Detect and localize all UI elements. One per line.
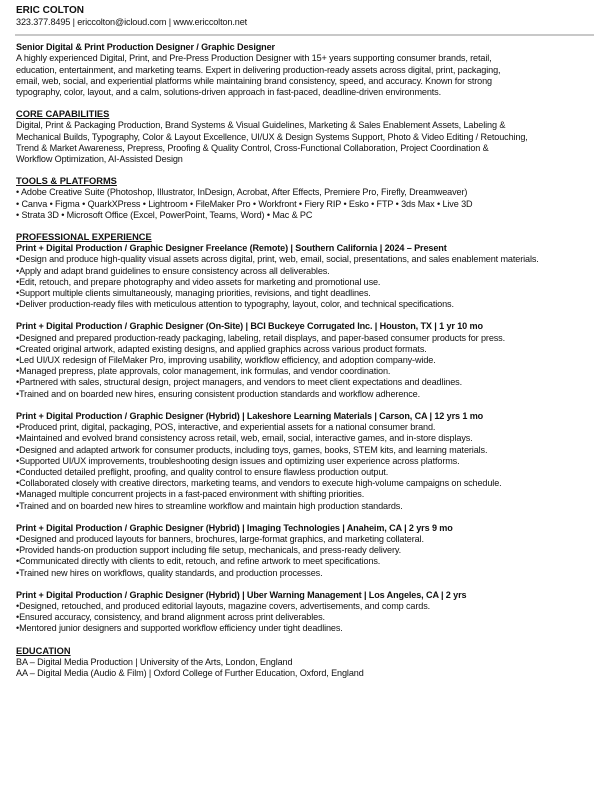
job-bullet: • Managed prepress, plate approvals, color management, ink formulas, and vendor coordination. bbox=[16, 366, 596, 377]
resume-header bbox=[16, 5, 596, 28]
job-bullets bbox=[16, 422, 596, 512]
job-bullets bbox=[16, 333, 596, 400]
job-title: Print + Digital Production / Graphic Designer (Hybrid) | Imaging Technologies | Anaheim, CA | 2 yrs 9 mo bbox=[16, 522, 453, 533]
job-bullet: • Support multiple clients simultaneously, managing priorities, revisions, and tight deadlines. bbox=[16, 288, 596, 299]
tools-line: • Adobe Creative Suite (Photoshop, Illustrator, InDesign, Acrobat, After Effects, Premiere Pro, Firefly, Dreamweaver) bbox=[16, 187, 468, 198]
candidate-name: ERIC COLTON bbox=[16, 5, 84, 16]
job-bullet: • Edit, retouch, and prepare photography and video assets for marketing and promotional use. bbox=[16, 277, 596, 288]
job-bullet: • Produced print, digital, packaging, POS, interactive, and experiential assets for a national consumer brand. bbox=[16, 422, 596, 433]
tools-line: • Canva • Figma • QuarkXPress • Lightroom • FileMaker Pro • Workfront • Fiery RIP • Esko • FTP • 3ds Max • Live 3D bbox=[16, 198, 473, 209]
job-bullets bbox=[16, 254, 596, 310]
job-entry bbox=[16, 523, 596, 579]
professional-title: Senior Digital & Print Production Designer / Graphic Designer bbox=[16, 42, 275, 53]
section-heading-capabilities: CORE CAPABILITIES bbox=[16, 109, 110, 120]
job-bullet: • Communicated directly with clients to edit, retouch, and refine artwork to meet specifications. bbox=[16, 556, 596, 567]
job-bullet: • Designed and produced layouts for banners, brochures, large-format graphics, and marketing collateral. bbox=[16, 534, 596, 545]
job-bullet: • Designed and prepared production-ready packaging, labeling, retail displays, and paper-based consumer products for press. bbox=[16, 333, 596, 344]
job-bullet: • Conducted detailed preflight, proofing, and quality control to ensure flawless production output. bbox=[16, 467, 596, 478]
capabilities-line: Digital, Print & Packaging Production, Brand Systems & Visual Guidelines, Marketing & Sales Enablement Assets, Labeling & bbox=[16, 120, 506, 131]
job-bullet: • Ensured accuracy, consistency, and brand alignment across print deliverables. bbox=[16, 612, 596, 623]
summary-line: A highly experienced Digital, Print, and Pre-Press Production Designer with 15+ years supporting consumer brands, retail, bbox=[16, 53, 492, 64]
job-bullet: • Deliver production-ready files with meticulous attention to typography, layout, color, and technical specifications. bbox=[16, 299, 596, 310]
section-heading-tools: TOOLS & PLATFORMS bbox=[16, 176, 117, 187]
job-bullet: • Created original artwork, adapted existing designs, and applied graphics across various product formats. bbox=[16, 344, 596, 355]
summary-line: email, web, social, and experiential platforms while maintaining brand consistency, speed, and accuracy. Known for strong bbox=[16, 75, 492, 86]
tools-section bbox=[16, 176, 596, 221]
job-bullet: • Design and produce high-quality visual assets across digital, print, web, email, social, presentations, and sales enablement materials. bbox=[16, 254, 596, 265]
summary-line: typography, color, layout, and a calm, solutions-driven approach in fast-paced, deadline-driven environments. bbox=[16, 87, 442, 98]
capabilities-section bbox=[16, 109, 596, 165]
job-bullet: • Designed and adapted artwork for consumer products, including toys, games, books, STEM kits, and learning materials. bbox=[16, 445, 596, 456]
job-list bbox=[16, 243, 596, 634]
section-heading-education: EDUCATION bbox=[16, 645, 71, 656]
job-bullet: • Supported UI/UX improvements, troubleshooting design issues and optimizing user experience across platforms. bbox=[16, 456, 596, 467]
job-bullet: • Trained new hires on workflows, quality standards, and production processes. bbox=[16, 568, 596, 579]
job-entry bbox=[16, 243, 596, 310]
capabilities-line: Workflow Optimization, AI-Assisted Design bbox=[16, 154, 183, 165]
job-bullets bbox=[16, 534, 596, 579]
job-title: Print + Digital Production / Graphic Designer Freelance (Remote) | Southern California | 2024 – Present bbox=[16, 243, 447, 254]
summary-line: education, entertainment, and marketing teams. Expert in delivering production-ready assets across digital, print, packaging, bbox=[16, 64, 501, 75]
job-bullet: • Maintained and evolved brand consistency across retail, web, email, social, interactive games, and in-store displays. bbox=[16, 433, 596, 444]
job-bullet: • Mentored junior designers and supported workflow efficiency under tight deadlines. bbox=[16, 623, 596, 634]
job-bullet: • Collaborated closely with creative directors, marketing teams, and vendors to execute high-volume campaigns on schedule. bbox=[16, 478, 596, 489]
experience-section bbox=[16, 232, 596, 635]
job-bullet: • Trained and on boarded new hires, ensuring consistent production standards and workflow adherence. bbox=[16, 389, 596, 400]
job-bullet: • Led UI/UX redesign of FileMaker Pro, improving usability, workflow efficiency, and adoption company-wide. bbox=[16, 355, 596, 366]
job-title: Print + Digital Production / Graphic Designer (Hybrid) | Lakeshore Learning Materials | Carson, CA | 12 yrs 1 mo bbox=[16, 410, 484, 421]
tools-line: • Strata 3D • Microsoft Office (Excel, PowerPoint, Teams, Word) • Mac & PC bbox=[16, 209, 313, 220]
job-bullet: • Provided hands-on production support including file setup, mechanicals, and press-ready delivery. bbox=[16, 545, 596, 556]
job-entry bbox=[16, 411, 596, 512]
job-bullet: • Managed multiple concurrent projects in a fast-paced environment with shifting priorities. bbox=[16, 489, 596, 500]
capabilities-line: Trend & Market Awareness, Prepress, Proofing & Quality Control, Cross-Functional Collaboration, Project Coordination & bbox=[16, 142, 489, 153]
job-title: Print + Digital Production / Graphic Designer (On-Site) | BCI Buckeye Corrugated Inc. | Houston, TX | 1 yr 10 mo bbox=[16, 321, 483, 332]
summary-section bbox=[16, 42, 596, 98]
job-title: Print + Digital Production / Graphic Designer (Hybrid) | Uber Warning Management | Los Angeles, CA | 2 yrs bbox=[16, 589, 467, 600]
header-divider bbox=[15, 34, 594, 36]
education-section bbox=[16, 646, 596, 680]
capabilities-line: Mechanical Builds, Typography, Color & Layout Excellence, UI/UX & Design Systems Support, Photo & Video Editing / Retouching, bbox=[16, 131, 528, 142]
job-bullet: • Apply and adapt brand guidelines to ensure consistency across all deliverables. bbox=[16, 266, 596, 277]
contact-info: 323.377.8495 | ericcolton@icloud.com | www.ericcolton.net bbox=[16, 17, 248, 27]
education-entry: AA – Digital Media (Audio & Film) | Oxford College of Further Education, Oxford, England bbox=[16, 667, 364, 678]
job-entry bbox=[16, 590, 596, 635]
education-entry: BA – Digital Media Production | University of the Arts, London, England bbox=[16, 656, 293, 667]
resume-page bbox=[16, 5, 596, 679]
job-bullet: • Trained and on boarded new hires to streamline workflow and maintain high production standards. bbox=[16, 501, 596, 512]
job-bullets bbox=[16, 601, 596, 635]
job-entry bbox=[16, 321, 596, 399]
job-bullet: • Designed, retouched, and produced editorial layouts, magazine covers, advertisements, and comp cards. bbox=[16, 601, 596, 612]
job-bullet: • Partnered with sales, structural design, project managers, and vendors to meet client expectations and deadlines. bbox=[16, 377, 596, 388]
section-heading-experience: PROFESSIONAL EXPERIENCE bbox=[16, 232, 152, 243]
